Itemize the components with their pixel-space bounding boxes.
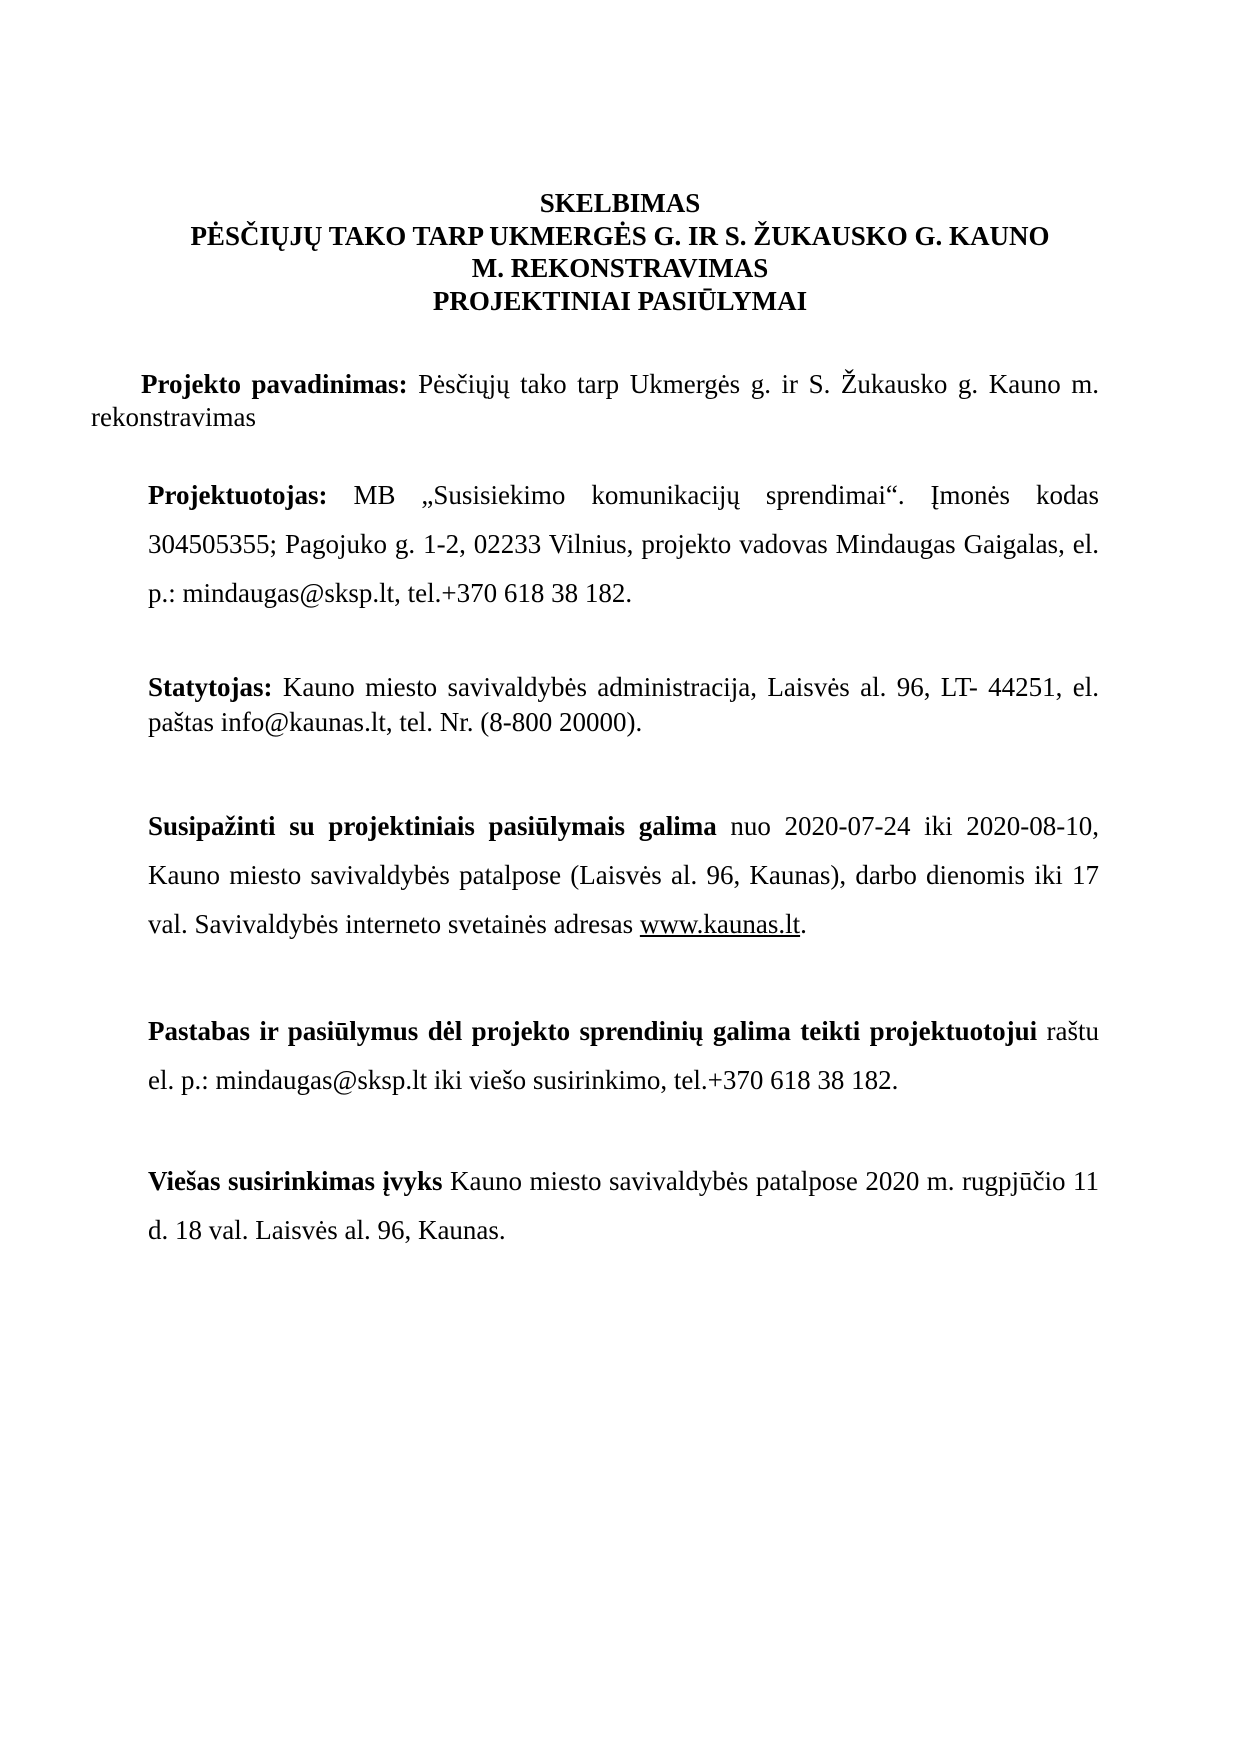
comments-text: raštu el. p.: mindaugas@sksp.lt iki viešo susirinkimo, tel.+370 618 38 182. [148,1016,1099,1095]
designer-paragraph [148,471,1099,618]
designer-text: MB „Susisiekimo komunikacijų sprendimai“. Įmonės kodas 304505355; Pagojuko g. 1-2, 02233 Vilnius, projekto vadovas Mindaugas Gaigalas, el. p.: mindaugas@sksp.lt, tel.+370 618 38 182. [148,480,1099,608]
comments-paragraph [148,1007,1099,1105]
document-title [0,187,1240,317]
review-paragraph [148,802,1099,949]
title-line-2: PĖSČIŲJŲ TAKO TARP UKMERGĖS G. IR S. ŽUKAUSKO G. KAUNO [190,220,1050,251]
review-label: Susipažinti su projektiniais pasiūlymais galima [148,811,717,841]
builder-text: Kauno miesto savivaldybės administracija, Laisvės al. 96, LT- 44251, el. paštas info@kaunas.lt, tel. Nr. (8-800 20000). [148,672,1099,737]
title-line-1: SKELBIMAS [539,188,701,218]
meeting-text: Kauno miesto savivaldybės patalpose 2020 m. rugpjūčio 11 d. 18 val. Laisvės al. 96, Kaunas. [148,1166,1099,1245]
meeting-paragraph [148,1157,1099,1255]
builder-label: Statytojas: [148,672,273,702]
title-line-3: M. REKONSTRAVIMAS [471,253,769,283]
website-link[interactable]: www.kaunas.lt [639,909,801,939]
review-text: nuo 2020-07-24 iki 2020-08-10, Kauno miesto savivaldybės patalpose (Laisvės al. 96, Kaunas), darbo dienomis iki 17 val. Savivaldybės interneto svetainės adresas [148,811,1100,939]
review-after: . [800,909,807,939]
title-line-4: PROJEKTINIAI PASIŪLYMAI [432,285,808,316]
designer-label: Projektuotojas: [148,480,328,510]
builder-paragraph [148,670,1099,740]
project-name-label: Projekto pavadinimas: [141,369,408,399]
meeting-label: Viešas susirinkimas įvyks [148,1166,443,1196]
comments-label: Pastabas ir pasiūlymus dėl projekto sprendinių galima teikti projektuotojui [148,1016,1038,1046]
project-name-paragraph [91,368,1099,434]
project-name-text: Pėsčiųjų tako tarp Ukmergės g. ir S. Žukausko g. Kauno m. rekonstravimas [91,369,1099,432]
